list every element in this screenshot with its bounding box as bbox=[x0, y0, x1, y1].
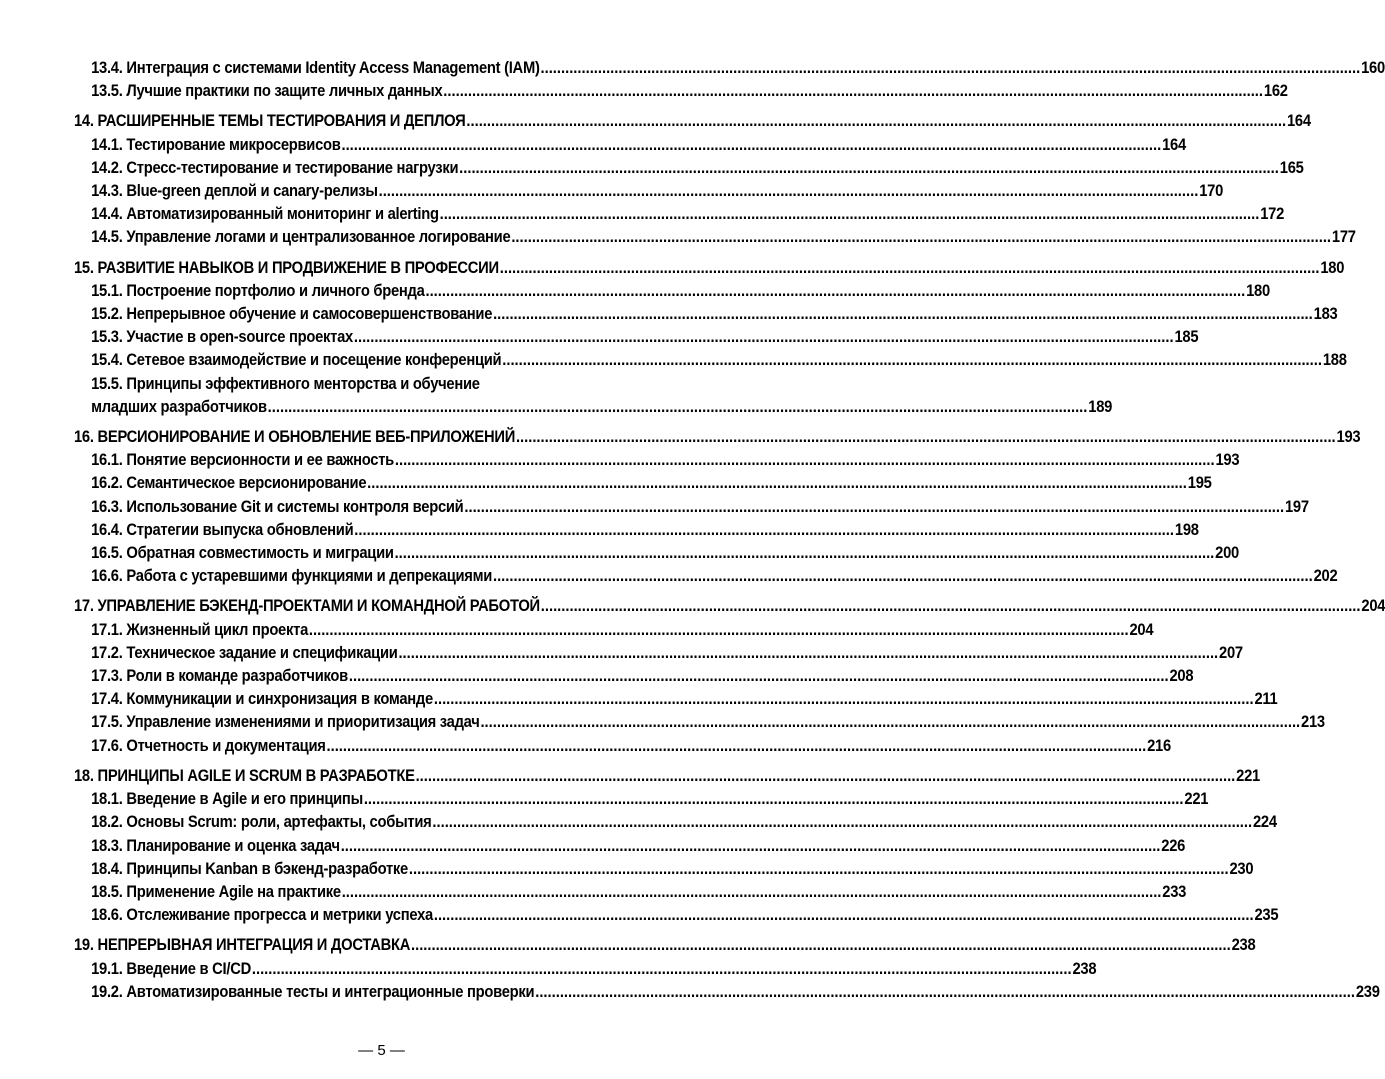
dot-leader bbox=[342, 881, 1162, 904]
dot-leader bbox=[268, 396, 1088, 419]
toc-section bbox=[74, 134, 1186, 157]
dot-leader bbox=[341, 835, 1161, 858]
toc-page-number: 188 bbox=[1322, 351, 1347, 370]
toc-section bbox=[74, 788, 1209, 811]
toc-page-number: 221 bbox=[1236, 766, 1260, 785]
toc-page-number: 170 bbox=[1199, 182, 1224, 201]
toc-entry-title: 17.1. Жизненный цикл проекта bbox=[91, 620, 308, 639]
toc-section bbox=[74, 835, 1186, 858]
toc-section bbox=[74, 811, 1277, 834]
toc-page-number: 165 bbox=[1279, 158, 1304, 177]
toc-page-number: 193 bbox=[1336, 428, 1361, 447]
toc-entry-title: 15.5. Принципы эффективного менторства и обучение bbox=[91, 374, 480, 393]
toc-entry-title: 18.6. Отслеживание прогресса и метрики успеха bbox=[91, 906, 433, 925]
toc-page-number: 183 bbox=[1313, 305, 1338, 324]
dot-leader bbox=[516, 426, 1336, 449]
toc-page-number: 162 bbox=[1263, 82, 1288, 101]
toc-entry-title: 17.2. Техническое задание и спецификации bbox=[91, 643, 398, 662]
toc-section bbox=[74, 80, 1288, 103]
toc-entry-title: 19.1. Введение в CI/CD bbox=[91, 959, 251, 978]
dot-leader bbox=[432, 811, 1252, 834]
toc-page-number: 221 bbox=[1184, 790, 1209, 809]
toc-page-number: 198 bbox=[1174, 520, 1199, 539]
toc-section bbox=[74, 203, 1285, 226]
toc-section bbox=[74, 981, 1380, 1004]
toc-chapter bbox=[74, 110, 1311, 133]
dot-leader bbox=[480, 711, 1300, 734]
toc-page-number: 226 bbox=[1161, 836, 1186, 855]
table-of-contents bbox=[74, 57, 1385, 1004]
toc-section bbox=[74, 565, 1338, 588]
toc-page-number: 180 bbox=[1246, 281, 1270, 300]
dot-leader bbox=[466, 110, 1286, 133]
dot-leader bbox=[440, 203, 1260, 226]
toc-entry-title: 16.3. Использование Git и системы контроля версий bbox=[91, 497, 464, 516]
toc-page-number: 193 bbox=[1215, 451, 1240, 470]
dot-leader bbox=[349, 665, 1169, 688]
dot-leader bbox=[398, 642, 1218, 665]
toc-chapter bbox=[74, 257, 1345, 280]
dot-leader bbox=[459, 157, 1279, 180]
toc-section bbox=[74, 349, 1347, 372]
toc-entry-title: 16.4. Стратегии выпуска обновлений bbox=[91, 520, 354, 539]
toc-entry-title: 19. НЕПРЕРЫВНАЯ ИНТЕГРАЦИЯ И ДОСТАВКА bbox=[74, 936, 411, 955]
dot-leader bbox=[434, 688, 1254, 711]
toc-page-number: 164 bbox=[1287, 112, 1311, 131]
toc-entry-title: 18.4. Принципы Kanban в бэкенд-разработке bbox=[91, 859, 408, 878]
toc-entry-title: 18.5. Применение Agile на практике bbox=[91, 882, 341, 901]
toc-entry-title: 13.5. Лучшие практики по защите личных данных bbox=[91, 82, 443, 101]
toc-section bbox=[74, 280, 1270, 303]
toc-page-number: 172 bbox=[1260, 205, 1285, 224]
dot-leader bbox=[409, 858, 1229, 881]
dot-leader bbox=[541, 595, 1361, 618]
dot-leader bbox=[535, 981, 1355, 1004]
toc-section bbox=[74, 157, 1304, 180]
toc-section bbox=[74, 326, 1199, 349]
toc-entry-title: 15.2. Непрерывное обучение и самосовершенствование bbox=[91, 305, 493, 324]
dot-leader bbox=[500, 257, 1320, 280]
toc-section bbox=[74, 396, 1113, 419]
toc-entry-title: 18.2. Основы Scrum: роли, артефакты, события bbox=[91, 813, 432, 832]
toc-entry-title: 14.5. Управление логами и централизованное логирование bbox=[91, 228, 511, 247]
toc-chapter bbox=[74, 934, 1256, 957]
toc-section bbox=[74, 642, 1243, 665]
toc-page-number: 177 bbox=[1331, 228, 1356, 247]
toc-page-number: 197 bbox=[1284, 497, 1309, 516]
dot-leader bbox=[341, 134, 1161, 157]
toc-page-number: 239 bbox=[1355, 982, 1380, 1001]
toc-page-number: 230 bbox=[1229, 859, 1254, 878]
dot-leader bbox=[464, 496, 1284, 519]
toc-entry-title: младших разработчиков bbox=[91, 397, 267, 416]
toc-chapter bbox=[74, 765, 1260, 788]
toc-entry-title: 18.3. Планирование и оценка задач bbox=[91, 836, 340, 855]
dot-leader bbox=[493, 565, 1313, 588]
toc-section bbox=[74, 904, 1279, 927]
dot-leader bbox=[511, 226, 1331, 249]
toc-section bbox=[74, 542, 1239, 565]
toc-entry-title: 17.4. Коммуникации и синхронизация в команде bbox=[91, 690, 433, 709]
toc-page-number: 164 bbox=[1162, 135, 1186, 154]
toc-page-number: 160 bbox=[1361, 59, 1385, 77]
dot-leader bbox=[395, 449, 1215, 472]
toc-page-number: 224 bbox=[1253, 813, 1277, 832]
dot-leader bbox=[425, 280, 1245, 303]
toc-section bbox=[74, 57, 1385, 80]
toc-entry-title: 16.6. Работа с устаревшими функциями и депрекациями bbox=[91, 567, 493, 586]
toc-page-number: 202 bbox=[1313, 567, 1338, 586]
toc-section bbox=[74, 688, 1278, 711]
toc-section bbox=[74, 711, 1325, 734]
toc-entry-title: 18.1. Введение в Agile и его принципы bbox=[91, 790, 363, 809]
toc-entry-title: 18. ПРИНЦИПЫ AGILE И SCRUM В РАЗРАБОТКЕ bbox=[74, 766, 415, 785]
toc-section bbox=[74, 226, 1356, 249]
dot-leader bbox=[395, 542, 1215, 565]
toc-entry-title: 15.4. Сетевое взаимодействие и посещение конференций bbox=[91, 351, 502, 370]
toc-chapter bbox=[74, 426, 1361, 449]
toc-entry-title: 17.6. Отчетность и документация bbox=[91, 736, 326, 755]
toc-entry-title: 17.5. Управление изменениями и приоритизация задач bbox=[91, 713, 480, 732]
toc-page-number: 195 bbox=[1187, 474, 1212, 493]
dot-leader bbox=[493, 303, 1313, 326]
toc-entry-title: 19.2. Автоматизированные тесты и интеграционные проверки bbox=[91, 982, 535, 1001]
dot-leader bbox=[541, 57, 1361, 80]
toc-page-number: 213 bbox=[1301, 713, 1325, 732]
toc-page-number: 233 bbox=[1162, 882, 1187, 901]
toc-entry-title: 14. РАСШИРЕННЫЕ ТЕМЫ ТЕСТИРОВАНИЯ И ДЕПЛОЯ bbox=[74, 112, 466, 131]
dot-leader bbox=[411, 934, 1231, 957]
toc-section bbox=[74, 958, 1097, 981]
toc-entry-title: 17.3. Роли в команде разработчиков bbox=[91, 667, 348, 686]
toc-page-number: 180 bbox=[1320, 258, 1345, 277]
toc-page-number: 208 bbox=[1169, 667, 1194, 686]
toc-section bbox=[74, 735, 1171, 758]
dot-leader bbox=[309, 619, 1129, 642]
toc-entry-title: 17. УПРАВЛЕНИЕ БЭКЕНД-ПРОЕКТАМИ И КОМАНДНОЙ РАБОТОЙ bbox=[74, 597, 540, 616]
toc-chapter bbox=[74, 595, 1385, 618]
toc-page-number: 189 bbox=[1088, 397, 1113, 416]
toc-entry-title: 16.5. Обратная совместимость и миграции bbox=[91, 544, 394, 563]
toc-entry-title: 15.3. Участие в open-source проектах bbox=[91, 328, 353, 347]
toc-entry-title: 16. ВЕРСИОНИРОВАНИЕ И ОБНОВЛЕНИЕ ВЕБ-ПРИЛОЖЕНИЙ bbox=[74, 428, 516, 447]
toc-page-number: 185 bbox=[1174, 328, 1199, 347]
dot-leader bbox=[416, 765, 1236, 788]
toc-section bbox=[74, 472, 1212, 495]
toc-section bbox=[74, 449, 1240, 472]
toc-page-number: 200 bbox=[1215, 544, 1239, 563]
toc-page-number: 235 bbox=[1254, 906, 1279, 925]
dot-leader bbox=[364, 788, 1184, 811]
dot-leader bbox=[367, 472, 1187, 495]
dot-leader bbox=[354, 519, 1174, 542]
toc-section bbox=[74, 665, 1194, 688]
toc-page-number: 204 bbox=[1129, 620, 1154, 639]
toc-page-number: 207 bbox=[1219, 643, 1243, 662]
toc-entry-title: 14.4. Автоматизированный мониторинг и alerting bbox=[91, 205, 439, 224]
toc-section bbox=[74, 619, 1154, 642]
toc-section bbox=[74, 881, 1187, 904]
toc-entry-title: 15. РАЗВИТИЕ НАВЫКОВ И ПРОДВИЖЕНИЕ В ПРОФЕССИИ bbox=[74, 258, 499, 277]
toc-page-number: 216 bbox=[1147, 736, 1171, 755]
toc-entry-title: 13.4. Интеграция с системами Identity Access Management (IAM) bbox=[91, 59, 540, 77]
dot-leader bbox=[252, 958, 1072, 981]
toc-entry-title: 16.2. Семантическое версионирование bbox=[91, 474, 367, 493]
dot-leader bbox=[326, 735, 1146, 758]
toc-entry-title: 14.2. Стресс-тестирование и тестирование нагрузки bbox=[91, 158, 459, 177]
dot-leader bbox=[354, 326, 1174, 349]
toc-entry-title: 16.1. Понятие версионности и ее важность bbox=[91, 451, 394, 470]
toc-entry-title: 14.1. Тестирование микросервисов bbox=[91, 135, 341, 154]
dot-leader bbox=[434, 904, 1254, 927]
toc-section bbox=[74, 180, 1224, 203]
toc-page-number: 204 bbox=[1361, 597, 1385, 616]
toc-section bbox=[74, 496, 1309, 519]
dot-leader bbox=[379, 180, 1199, 203]
dot-leader bbox=[502, 349, 1322, 372]
toc-page-number: 211 bbox=[1254, 690, 1278, 709]
toc-entry-title: 15.1. Построение портфолио и личного бренда bbox=[91, 281, 425, 300]
toc-entry-title: 14.3. Blue-green деплой и canary-релизы bbox=[91, 182, 378, 201]
dot-leader bbox=[443, 80, 1263, 103]
toc-page-number: 238 bbox=[1072, 959, 1097, 978]
toc-section bbox=[74, 303, 1338, 326]
toc-page-number: 238 bbox=[1231, 936, 1256, 955]
toc-section bbox=[74, 519, 1199, 542]
page-number: — 5 — bbox=[358, 1042, 405, 1059]
toc-section bbox=[74, 858, 1254, 881]
